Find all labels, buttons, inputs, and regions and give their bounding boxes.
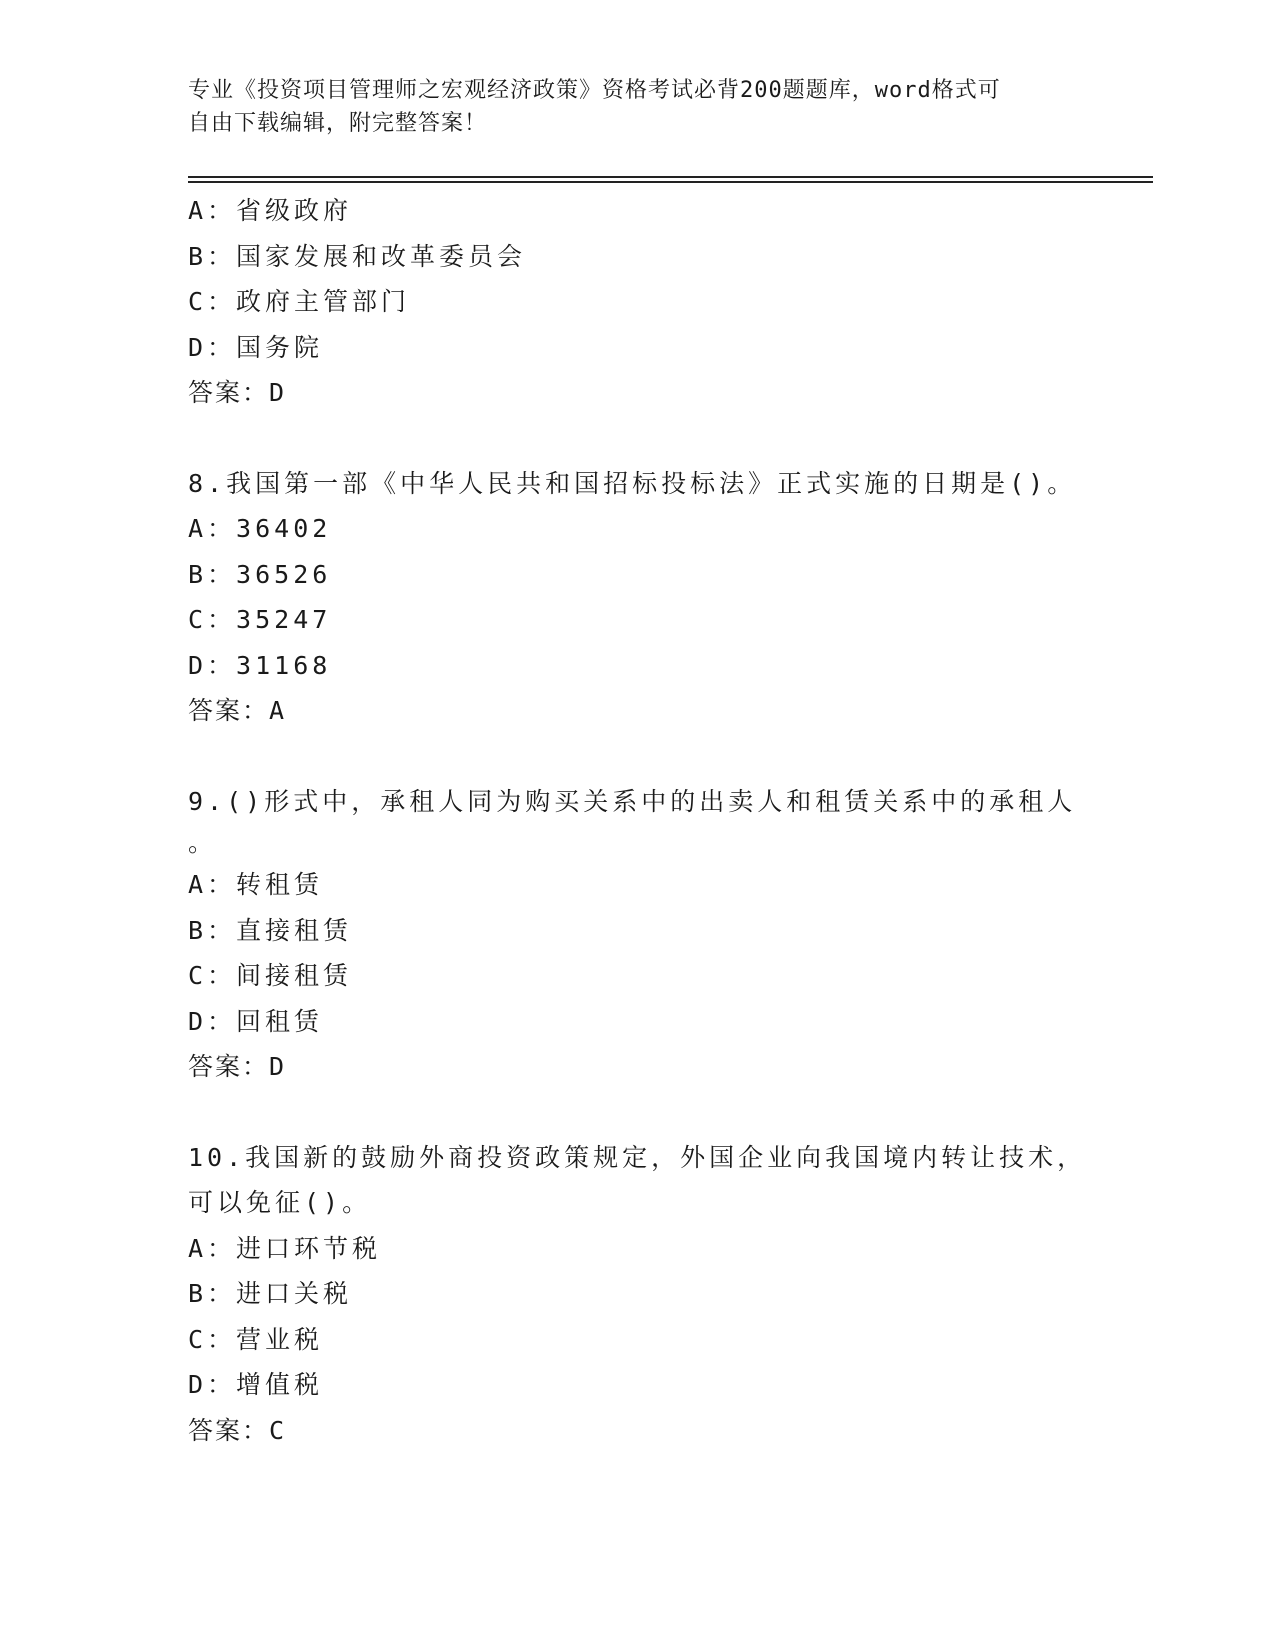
question-10 (188, 1135, 1088, 1454)
answer: 答案：C (188, 1415, 287, 1445)
option-d: D：国务院 (188, 332, 324, 362)
option-b: B：直接租赁 (188, 915, 353, 945)
option-d: D：回租赁 (188, 1006, 324, 1036)
question-stem-line-1: 10.我国新的鼓励外商投资政策规定，外国企业向我国境内转让技术， (188, 1142, 1087, 1172)
question-stem-line-2: 。 (188, 828, 218, 857)
option-c: C：政府主管部门 (188, 287, 411, 316)
header-divider-bottom (188, 181, 1153, 183)
header-divider-top (188, 176, 1153, 178)
question-stem-line-2: 可以免征()。 (188, 1188, 372, 1217)
option-c: C：35247 (188, 605, 332, 634)
question-7 (188, 188, 1088, 416)
question-stem: 8.我国第一部《中华人民共和国招标投标法》正式实施的日期是()。 (188, 468, 1077, 498)
option-d: D：增值税 (188, 1370, 324, 1399)
option-c: C：间接租赁 (188, 961, 353, 990)
option-c: C：营业税 (188, 1324, 324, 1354)
answer: 答案：D (188, 378, 287, 407)
option-a: A：36402 (188, 514, 332, 543)
option-b: B：36526 (188, 559, 332, 589)
header-line-1: 专业《投资项目管理师之宏观经济政策》资格考试必背200题题库，word格式可 (188, 78, 1001, 103)
option-b: B：国家发展和改革委员会 (188, 241, 527, 271)
option-a: A：省级政府 (188, 196, 353, 225)
question-list (188, 188, 1088, 1453)
question-stem-line-1: 9.()形式中，承租人同为购买关系中的出卖人和租赁关系中的承租人 (188, 786, 1077, 816)
header-line-2: 自由下载编辑，附完整答案！ (188, 111, 488, 136)
option-a: A：进口环节税 (188, 1233, 382, 1263)
answer: 答案：D (188, 1052, 287, 1081)
question-9 (188, 779, 1088, 1090)
option-d: D：31168 (188, 650, 332, 680)
option-b: B：进口关税 (188, 1279, 353, 1308)
question-8 (188, 461, 1088, 734)
document-header (188, 74, 1068, 140)
answer: 答案：A (188, 696, 287, 725)
option-a: A：转租赁 (188, 870, 324, 899)
